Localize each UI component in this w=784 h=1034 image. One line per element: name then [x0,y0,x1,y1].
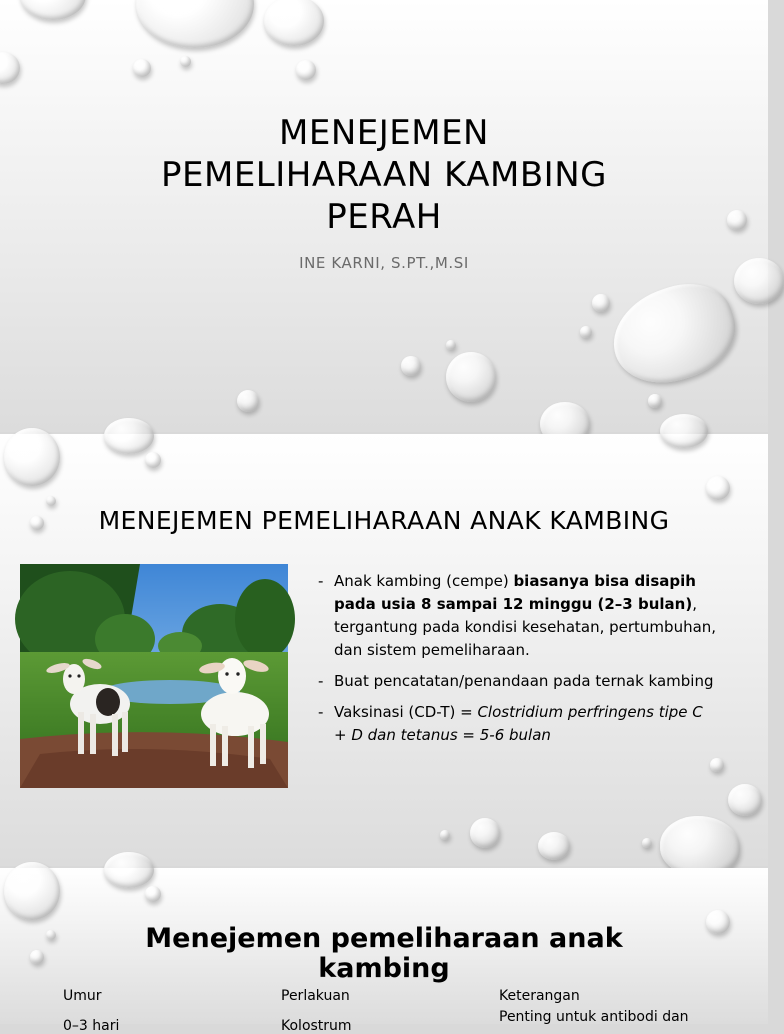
water-drop [710,758,724,772]
water-drop [133,59,151,77]
water-drop [580,326,592,338]
water-drop [264,0,324,46]
water-drop [446,340,456,350]
table-header-perlakuan: Perlakuan [281,988,350,1004]
slide-title [0,0,768,432]
presentation-author: INE KARNI, S.PT.,M.SI [299,254,469,272]
water-drop [145,452,161,468]
water-drop [180,56,191,67]
bullet-text: , tergantung pada kondisi kesehatan, pertumbuhan, dan sistem pemeliharaan. [334,595,717,659]
goat-kids-photo [20,564,288,788]
water-drop [601,271,747,397]
bullet-text: Anak kambing (cempe) [334,572,514,590]
table-header-keterangan: Keterangan [499,988,580,1004]
water-drop [46,496,56,506]
water-drop [104,418,154,454]
water-drop [538,832,570,860]
bullet-text-bold: biasanya bisa disapih pada usia 8 sampai 12 minggu (2–3 bulan) [334,572,696,613]
water-drop [0,52,20,84]
water-drop [4,428,60,486]
bullet-text-italic: Clostridium perfringens tipe C + D dan tetanus = 5-6 bulan [334,703,703,744]
list-item [318,570,718,662]
slide-kid-management [0,434,768,866]
list-item [318,670,718,693]
water-drop [660,414,708,448]
water-drop [296,60,316,80]
water-drop [648,394,662,408]
water-drop [30,950,44,964]
bullet-text: Buat pencatatan/penandaan pada ternak kambing [334,672,714,690]
slide-heading: Menejemen pemeliharaan anak kambing [145,923,623,984]
water-drop [46,930,56,940]
water-drop [470,818,500,848]
list-item [318,701,718,747]
table-cell-umur: 0–3 hari [63,1018,120,1034]
slide-heading: MENEJEMEN PEMELIHARAAN ANAK KAMBING [98,506,670,535]
slide-kid-management-table [0,868,768,1034]
bullet-marker: - [318,672,324,690]
presentation-title: MENEJEMEN PEMELIHARAAN KAMBING PERAH [161,113,607,237]
table-header-umur: Umur [63,988,102,1004]
water-drop [440,830,450,840]
bullet-marker: - [318,703,324,721]
water-drop [401,356,421,376]
water-drop [104,852,154,888]
bullet-text: Vaksinasi (CD-T) = [334,703,478,721]
water-drop [237,390,259,412]
water-drop [145,886,161,902]
water-drop [446,352,496,402]
water-drop [727,210,747,230]
water-drop [706,476,730,500]
bullet-marker: - [318,572,324,590]
water-drop [136,0,254,48]
water-drop [4,862,60,920]
bullet-list [318,570,718,755]
water-drop [728,784,762,816]
water-drop [592,294,610,312]
water-drop [642,838,652,848]
water-drop [20,0,86,20]
water-drop [660,816,740,876]
water-drop [706,910,730,934]
table-cell-keterangan: Penting untuk antibodi dan [499,1009,689,1025]
table-cell-perlakuan: Kolostrum [281,1018,352,1034]
goat-photo-illustration [20,564,288,788]
